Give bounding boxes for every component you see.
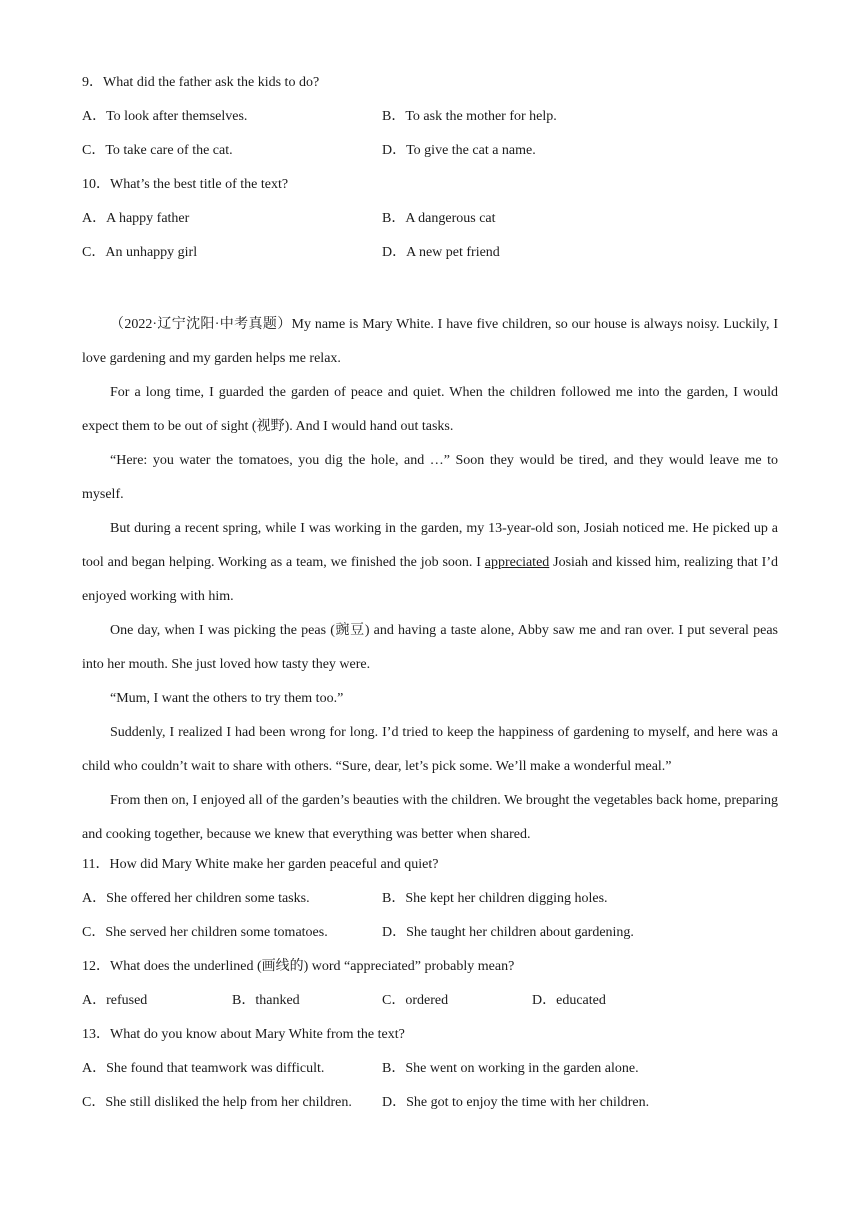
passage-paragraph-8: From then on, I enjoyed all of the garden’s beauties with the children. We brought the vegetables back home, preparing and cooking together, because we knew that everything was better when shared. <box>82 793 778 842</box>
section-gap <box>82 274 778 308</box>
passage-paragraph-1-text: My name is Mary White. I have five children, so our house is always noisy. Luckily, I love gardening and my garden helps me relax. <box>82 317 778 366</box>
question-12-option-c: C．ordered <box>382 993 449 1008</box>
question-9-option-c: C．To take care of the cat. <box>82 143 233 158</box>
question-13-option-a: A．She found that teamwork was difficult. <box>82 1061 325 1076</box>
passage-paragraph-7: Suddenly, I realized I had been wrong for long. I’d tried to keep the happiness of gardening to myself, and here was a child who couldn’t wait to share with others. “Sure, dear, let’s pick some. We’ll make a wonderful meal.” <box>82 725 778 774</box>
passage-source: （2022·辽宁沈阳·中考真题） <box>110 317 292 332</box>
question-9: 9．What did the father ask the kids to do? <box>82 75 320 90</box>
question-11-options-row-1 <box>82 886 778 920</box>
question-13-option-d: D．She got to enjoy the time with her children. <box>382 1095 650 1110</box>
passage-paragraph-2: For a long time, I guarded the garden of peace and quiet. When the children followed me into the garden, I would expect them to be out of sight (视野). And I would hand out tasks. <box>82 385 778 434</box>
question-11: 11．How did Mary White make her garden peaceful and quiet? <box>82 857 439 872</box>
question-10: 10．What’s the best title of the text? <box>82 177 289 192</box>
question-12-option-b: B．thanked <box>232 993 300 1008</box>
question-12-option-d: D．educated <box>532 993 606 1008</box>
question-13-options-row-2 <box>82 1090 778 1124</box>
question-11-option-c: C．She served her children some tomatoes. <box>82 925 328 940</box>
question-9-options-row-2 <box>82 138 778 172</box>
passage-paragraph-4-text-start: But during a recent spring, while I was working in the garden, my 13-year-old son, Josiah noticed me. He picked up a tool and began helping. Working as a team, we finished the job soon. I <box>82 521 778 570</box>
question-10-option-c: C．An unhappy girl <box>82 245 198 260</box>
question-12-options-row <box>82 988 778 1022</box>
question-13-options-row-1 <box>82 1056 778 1090</box>
question-13: 13．What do you know about Mary White from the text? <box>82 1027 405 1042</box>
question-13-option-c: C．She still disliked the help from her children. <box>82 1095 352 1110</box>
question-10-options-row-1 <box>82 206 778 240</box>
underlined-word-appreciated: appreciated <box>484 555 550 570</box>
question-10-options-row-2 <box>82 240 778 274</box>
worksheet-page <box>82 70 778 1124</box>
question-11-option-a: A．She offered her children some tasks. <box>82 891 310 906</box>
question-9-options-row-1 <box>82 104 778 138</box>
passage-paragraph-4 <box>82 512 778 614</box>
question-13-option-b: B．She went on working in the garden alone. <box>382 1061 639 1076</box>
question-12: 12．What does the underlined (画线的) word “appreciated” probably mean? <box>82 959 515 974</box>
passage-paragraph-3: “Here: you water the tomatoes, you dig the hole, and …” Soon they would be tired, and they would leave me to myself. <box>82 453 778 502</box>
question-10-option-b: B．A dangerous cat <box>382 211 496 226</box>
passage-paragraph-4-text-end: Josiah and kissed him, realizing that I’d enjoyed working with him. <box>82 555 778 604</box>
question-11-option-d: D．She taught her children about gardening. <box>382 925 634 940</box>
question-9-option-b: B．To ask the mother for help. <box>382 109 557 124</box>
question-10-option-a: A．A happy father <box>82 211 190 226</box>
passage-paragraph-6: “Mum, I want the others to try them too.” <box>110 691 344 706</box>
question-9-option-d: D．To give the cat a name. <box>382 143 536 158</box>
question-11-option-b: B．She kept her children digging holes. <box>382 891 608 906</box>
passage-paragraph-5: One day, when I was picking the peas (豌豆) and having a taste alone, Abby saw me and ran over. I put several peas into her mouth. She just loved how tasty they were. <box>82 623 778 672</box>
question-12-option-a: A．refused <box>82 993 148 1008</box>
question-11-options-row-2 <box>82 920 778 954</box>
question-9-option-a: A．To look after themselves. <box>82 109 248 124</box>
question-10-option-d: D．A new pet friend <box>382 245 500 260</box>
passage-paragraph-1 <box>82 308 778 376</box>
